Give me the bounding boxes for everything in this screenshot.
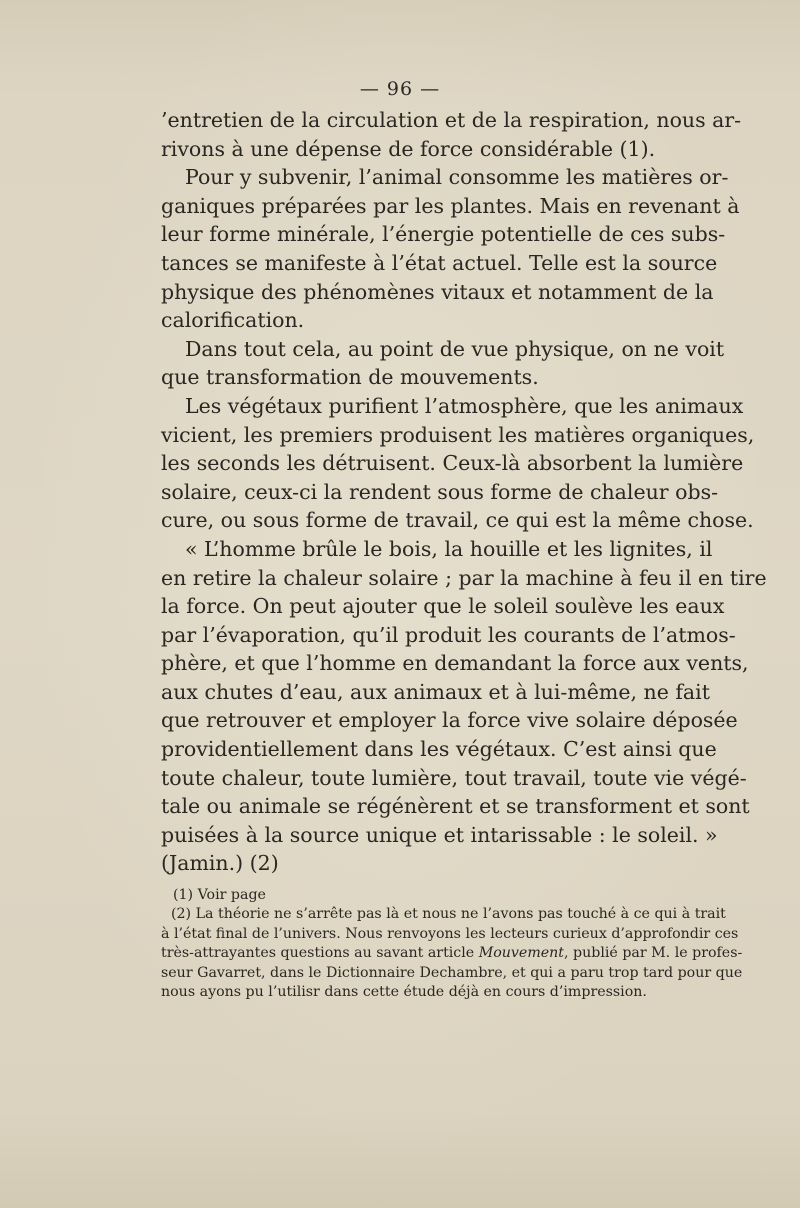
text-line: les seconds les détruisent. Ceux-là absorbent la lumière: [161, 451, 744, 476]
text-line: toute chaleur, toute lumière, tout travail, toute vie végé-: [161, 765, 747, 790]
text-line: la force. On peut ajouter que le soleil soulève les eaux: [161, 594, 725, 619]
article-title: Mouvement: [478, 945, 565, 962]
text-line: en retire la chaleur solaire ; par la machine à feu il en tire: [161, 565, 767, 590]
text-line: tale ou animale se régénèrent et se transforment et sont: [161, 794, 750, 819]
text-line: solaire, ceux-ci la rendent sous forme de chaleur obs-: [161, 479, 719, 504]
footnote-text: , publié par M. le profes-: [564, 945, 743, 962]
text-line: ’entretien de la circulation et de la respiration, nous ar-: [161, 108, 742, 132]
text-line: providentiellement dans les végétaux. C’est ainsi que: [161, 737, 717, 762]
text-line: aux chutes d’eau, aux animaux et à lui-même, ne fait: [161, 679, 710, 704]
text-line: Dans tout cela, au point de vue physique, on ne voit: [185, 336, 725, 361]
footnotes: [161, 886, 743, 1002]
text-line: tances se manifeste à l’état actuel. Telle est la source: [161, 250, 718, 275]
footnote-2-line: [161, 944, 743, 963]
text-line: vicient, les premiers produisent les matières organiques,: [161, 422, 755, 447]
text-line: Pour y subvenir, l’animal consomme les matières or-: [185, 165, 729, 190]
text-line: Les végétaux purifient l’atmosphère, que les animaux: [185, 393, 744, 418]
footnote-2-line: seur Gavarret, dans le Dictionnaire Dechambre, et qui a paru trop tard pour que: [161, 964, 743, 981]
text-line: phère, et que l’homme en demandant la force aux vents,: [161, 651, 749, 676]
footnote-2-line: (2) La théorie ne s’arrête pas là et nous ne l’avons pas touché à ce qui à trait: [171, 906, 726, 923]
footnote-text: très-attrayantes questions au savant article: [161, 945, 475, 962]
body-text: [161, 106, 767, 878]
text-line: calorification.: [161, 308, 305, 333]
text-line: que retrouver et employer la force vive solaire déposée: [161, 708, 738, 733]
footnote-1: (1) Voir page: [173, 887, 266, 903]
text-line: par l’évaporation, qu’il produit les courants de l’atmos-: [161, 622, 736, 647]
text-line: cure, ou sous forme de travail, ce qui est la même chose.: [161, 508, 754, 533]
footnote-2-line: nous ayons pu l’utilisr dans cette étude déjà en cours d’impression.: [161, 983, 647, 1000]
footnote-2-line: à l’état final de l’univers. Nous renvoyons les lecteurs curieux d’approfondir ces: [161, 925, 739, 942]
text-line: « L’homme brûle le bois, la houille et les lignites, il: [185, 536, 713, 561]
text-line: que transformation de mouvements.: [161, 365, 539, 390]
page-number: — 96 —: [359, 78, 441, 100]
text-line: physique des phénomènes vitaux et notamment de la: [161, 279, 714, 304]
text-line: rivons à une dépense de force considérable (1).: [161, 136, 656, 161]
text-line: (Jamin.) (2): [161, 851, 279, 876]
text-line: ganiques préparées par les plantes. Mais en revenant à: [161, 193, 740, 218]
text-line: leur forme minérale, l’énergie potentielle de ces subs-: [161, 222, 726, 247]
text-line: puisées à la source unique et intarissable : le soleil. »: [161, 822, 718, 847]
